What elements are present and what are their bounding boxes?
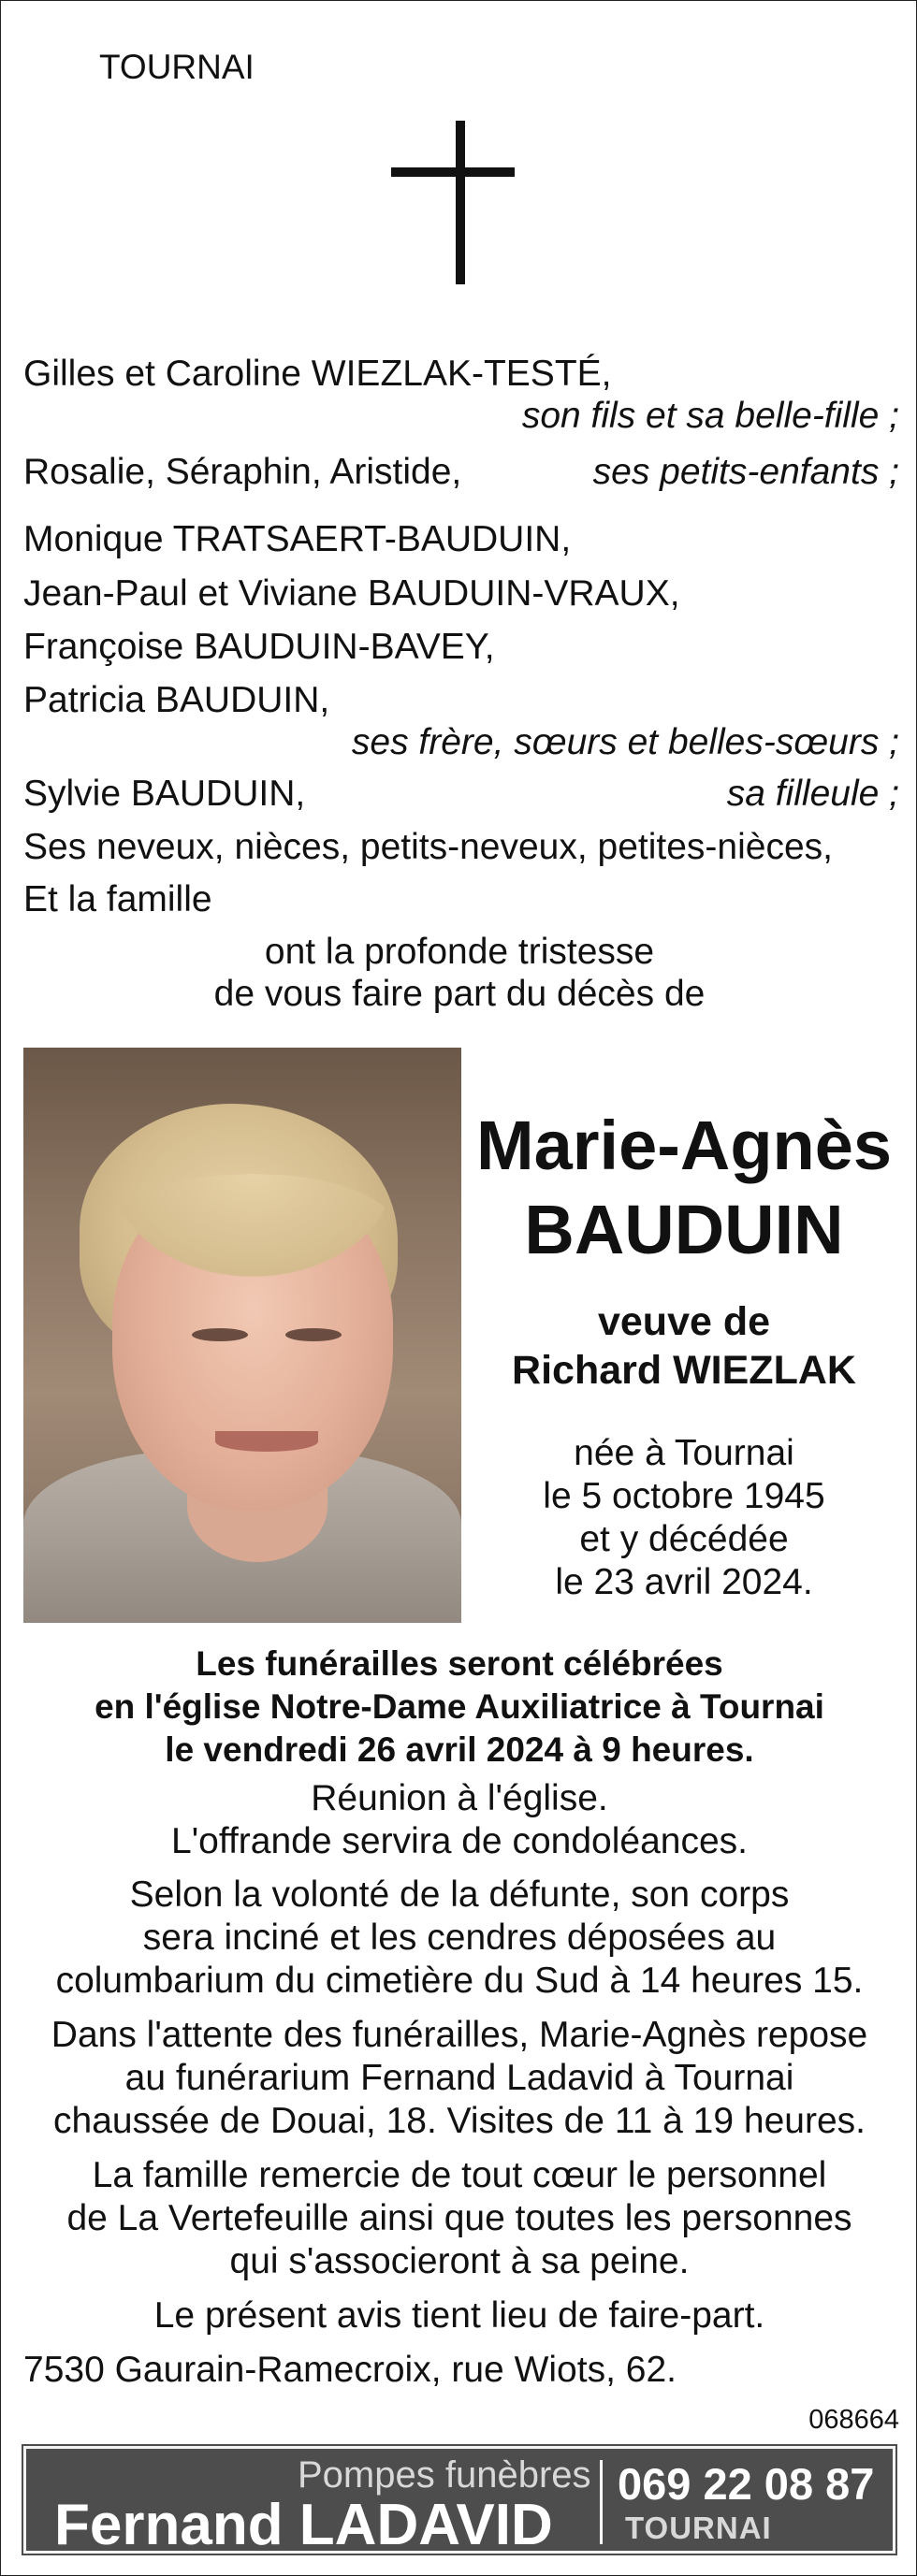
detail-line-8: chaussée de Douai, 18. Visites de 11 à 19 heures.	[53, 2101, 866, 2141]
detail-line-9: La famille remercie de tout cœur le personnel	[92, 2155, 827, 2195]
family-line-6: Patricia BAUDUIN,	[23, 680, 330, 720]
funeral-line-2: en l'église Notre-Dame Auxiliatrice à Tournai	[95, 1687, 824, 1726]
deceased-last-name: BAUDUIN	[524, 1191, 844, 1268]
reference-number: 068664	[808, 2405, 899, 2435]
funeral-line-1: Les funérailles seront célébrées	[196, 1644, 723, 1683]
banner-phone: 069 22 08 87	[618, 2459, 875, 2509]
family-line-8: Ses neveux, nièces, petits-neveux, petites-nièces,	[23, 827, 833, 867]
family-line-9: Et la famille	[23, 879, 212, 919]
banner-company-name: Fernand LADAVID	[54, 2493, 553, 2557]
detail-line-6: Dans l'attente des funérailles, Marie-Agnès repose	[51, 2015, 868, 2055]
family-role-6: ses frère, sœurs et belles-sœurs ;	[351, 722, 899, 762]
detail-line-2: L'offrande servira de condoléances.	[171, 1821, 748, 1861]
banner-divider	[600, 2460, 603, 2544]
bio-line-3: et y décédée	[579, 1519, 789, 1559]
announce-line-2: de vous faire part du décès de	[213, 974, 706, 1014]
family-line-4: Jean-Paul et Viviane BAUDUIN-VRAUX,	[23, 573, 680, 614]
bio-line-1: née à Tournai	[574, 1433, 794, 1473]
banner-city: TOURNAI	[625, 2511, 772, 2545]
family-role-2: ses petits-enfants ;	[592, 452, 899, 492]
spouse-name: Richard WIEZLAK	[512, 1348, 856, 1393]
detail-line-10: de La Vertefeuille ainsi que toutes les personnes	[66, 2198, 852, 2238]
family-line-5: Françoise BAUDUIN-BAVEY,	[23, 627, 495, 667]
family-line-7: Sylvie BAUDUIN,	[23, 774, 306, 814]
bio-line-2: le 5 octobre 1945	[543, 1476, 825, 1516]
announce-line-1: ont la profonde tristesse	[264, 932, 655, 972]
family-line-3: Monique TRATSAERT-BAUDUIN,	[23, 519, 572, 559]
family-role-7: sa filleule ;	[726, 774, 899, 814]
detail-line-7: au funérarium Fernand Ladavid à Tournai	[124, 2058, 794, 2098]
deceased-first-name: Marie-Agnès	[475, 1107, 893, 1184]
detail-line-1: Réunion à l'église.	[311, 1778, 608, 1818]
funeral-line-3: le vendredi 26 avril 2024 à 9 heures.	[165, 1730, 754, 1769]
banner-subtitle: Pompes funèbres	[298, 2454, 591, 2496]
header-city: TOURNAI	[99, 48, 255, 86]
bio-line-4: le 23 avril 2024.	[555, 1562, 813, 1602]
family-line-2: Rosalie, Séraphin, Aristide,	[23, 452, 462, 492]
family-role-1: son fils et sa belle-fille ;	[521, 396, 899, 436]
detail-line-3: Selon la volonté de la défunte, son corps	[129, 1874, 790, 1915]
detail-line-12: Le présent avis tient lieu de faire-part.	[153, 2295, 765, 2336]
deceased-photo	[23, 1048, 461, 1623]
detail-line-4: sera inciné et les cendres déposées au	[142, 1918, 777, 1958]
detail-line-5: columbarium du cimetière du Sud à 14 heures 15.	[55, 1961, 864, 2001]
funeral-home-banner	[23, 2446, 895, 2557]
family-line-1: Gilles et Caroline WIEZLAK-TESTÉ,	[23, 354, 612, 394]
detail-line-11: qui s'associeront à sa peine.	[229, 2241, 690, 2281]
address: 7530 Gaurain-Ramecroix, rue Wiots, 62.	[23, 2350, 677, 2390]
widow-label: veuve de	[597, 1299, 771, 1344]
